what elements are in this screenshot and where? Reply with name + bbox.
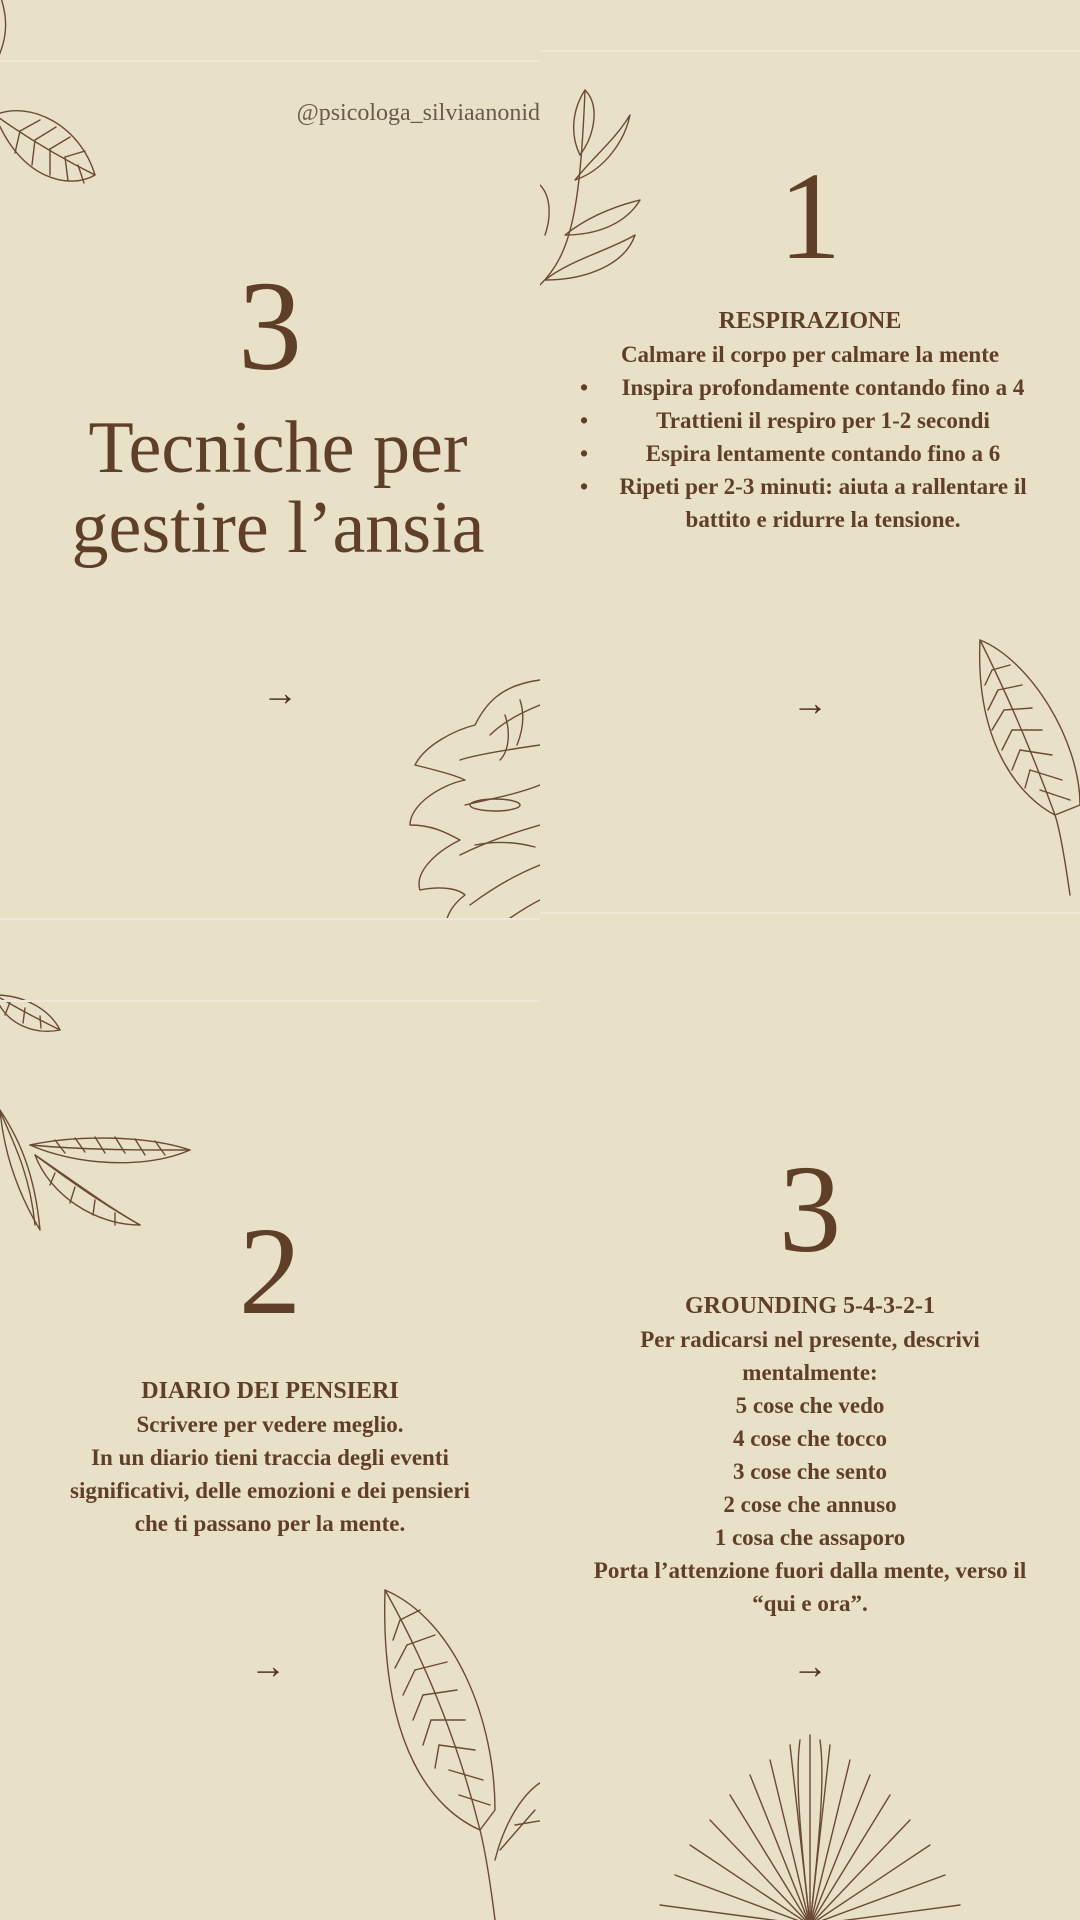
- bullet-icon: •: [580, 375, 589, 400]
- divider: [0, 1000, 540, 1002]
- leaf-icon: [375, 1580, 540, 1920]
- text-line: che ti passano per la mente.: [134, 1511, 406, 1536]
- bullet-icon: •: [580, 408, 589, 433]
- text-line: significativi, delle emozioni e dei pensieri: [70, 1478, 470, 1503]
- slide-number: 1: [778, 148, 842, 286]
- next-arrow[interactable]: →: [250, 1646, 286, 1686]
- text-line: In un diario tieni traccia degli eventi: [91, 1445, 449, 1470]
- content-block: [0, 1375, 540, 1540]
- palm-leaf-icon: [650, 1715, 970, 1920]
- title-line-2: gestire l’ansia: [71, 487, 485, 569]
- content-block: [540, 1290, 1080, 1620]
- slide-number: 3: [238, 255, 302, 397]
- next-arrow[interactable]: →: [262, 673, 298, 713]
- list-item: 5 cose che vedo: [735, 1393, 885, 1418]
- list-item: 3 cose che sento: [733, 1459, 887, 1484]
- outro-line: Porta l’attenzione fuori dalla mente, verso il: [593, 1558, 1027, 1583]
- section-heading: GROUNDING 5-4-3-2-1: [685, 1293, 935, 1319]
- divider: [0, 60, 540, 62]
- divider: [540, 912, 1080, 914]
- list-item-text: Ripeti per 2-3 minuti: aiuta a rallentare il battito e ridurre la tensione.: [619, 474, 1027, 532]
- intro-line: Per radicarsi nel presente, descrivi: [640, 1327, 980, 1352]
- list-item-text: Espira lentamente contando fino a 6: [645, 441, 1001, 466]
- list-item: [540, 470, 1080, 536]
- title-line-1: Tecniche per: [88, 407, 468, 489]
- divider: [0, 918, 540, 920]
- list-item: [540, 437, 1080, 470]
- section-subtitle: Calmare il corpo per calmare la mente: [620, 342, 1000, 367]
- text-line: Scrivere per vedere meglio.: [136, 1412, 404, 1437]
- next-arrow[interactable]: →: [792, 1646, 828, 1686]
- slide-number: 3: [778, 1141, 842, 1279]
- leaf-icon: [970, 630, 1080, 900]
- monstera-leaf-icon: [405, 675, 540, 920]
- leaf-icon: [0, 95, 110, 205]
- author-handle: @psicologa_silviaanonid: [296, 100, 540, 126]
- list-item-text: Trattieni il respiro per 1-2 secondi: [656, 408, 990, 433]
- leaf-icon: [0, 990, 70, 1035]
- outro-line: “qui e ora”.: [752, 1591, 868, 1616]
- next-arrow[interactable]: →: [792, 683, 828, 723]
- list-item: 1 cosa che assaporo: [714, 1525, 906, 1550]
- list-item: [540, 404, 1080, 437]
- page-title: [0, 408, 540, 568]
- bullet-icon: •: [580, 441, 589, 466]
- bullet-icon: •: [580, 474, 589, 499]
- slide-respirazione: [540, 0, 1080, 980]
- slide-number: 2: [238, 1203, 302, 1341]
- leaf-stem-icon: [0, 0, 25, 65]
- slide-grounding: [540, 980, 1080, 1920]
- section-heading: RESPIRAZIONE: [718, 308, 902, 334]
- divider: [540, 50, 1080, 52]
- slide-cover: [0, 0, 540, 920]
- content-block: [540, 305, 1080, 536]
- list-item: 4 cose che tocco: [733, 1426, 887, 1451]
- slide-diario: [0, 920, 540, 1920]
- intro-line: mentalmente:: [742, 1360, 878, 1385]
- section-heading: DIARIO DEI PENSIERI: [141, 1378, 399, 1404]
- list-item-text: Inspira profondamente contando fino a 4: [621, 375, 1025, 400]
- bullet-list: [540, 371, 1080, 536]
- list-item: 2 cose che annuso: [723, 1492, 897, 1517]
- list-item: [540, 371, 1080, 404]
